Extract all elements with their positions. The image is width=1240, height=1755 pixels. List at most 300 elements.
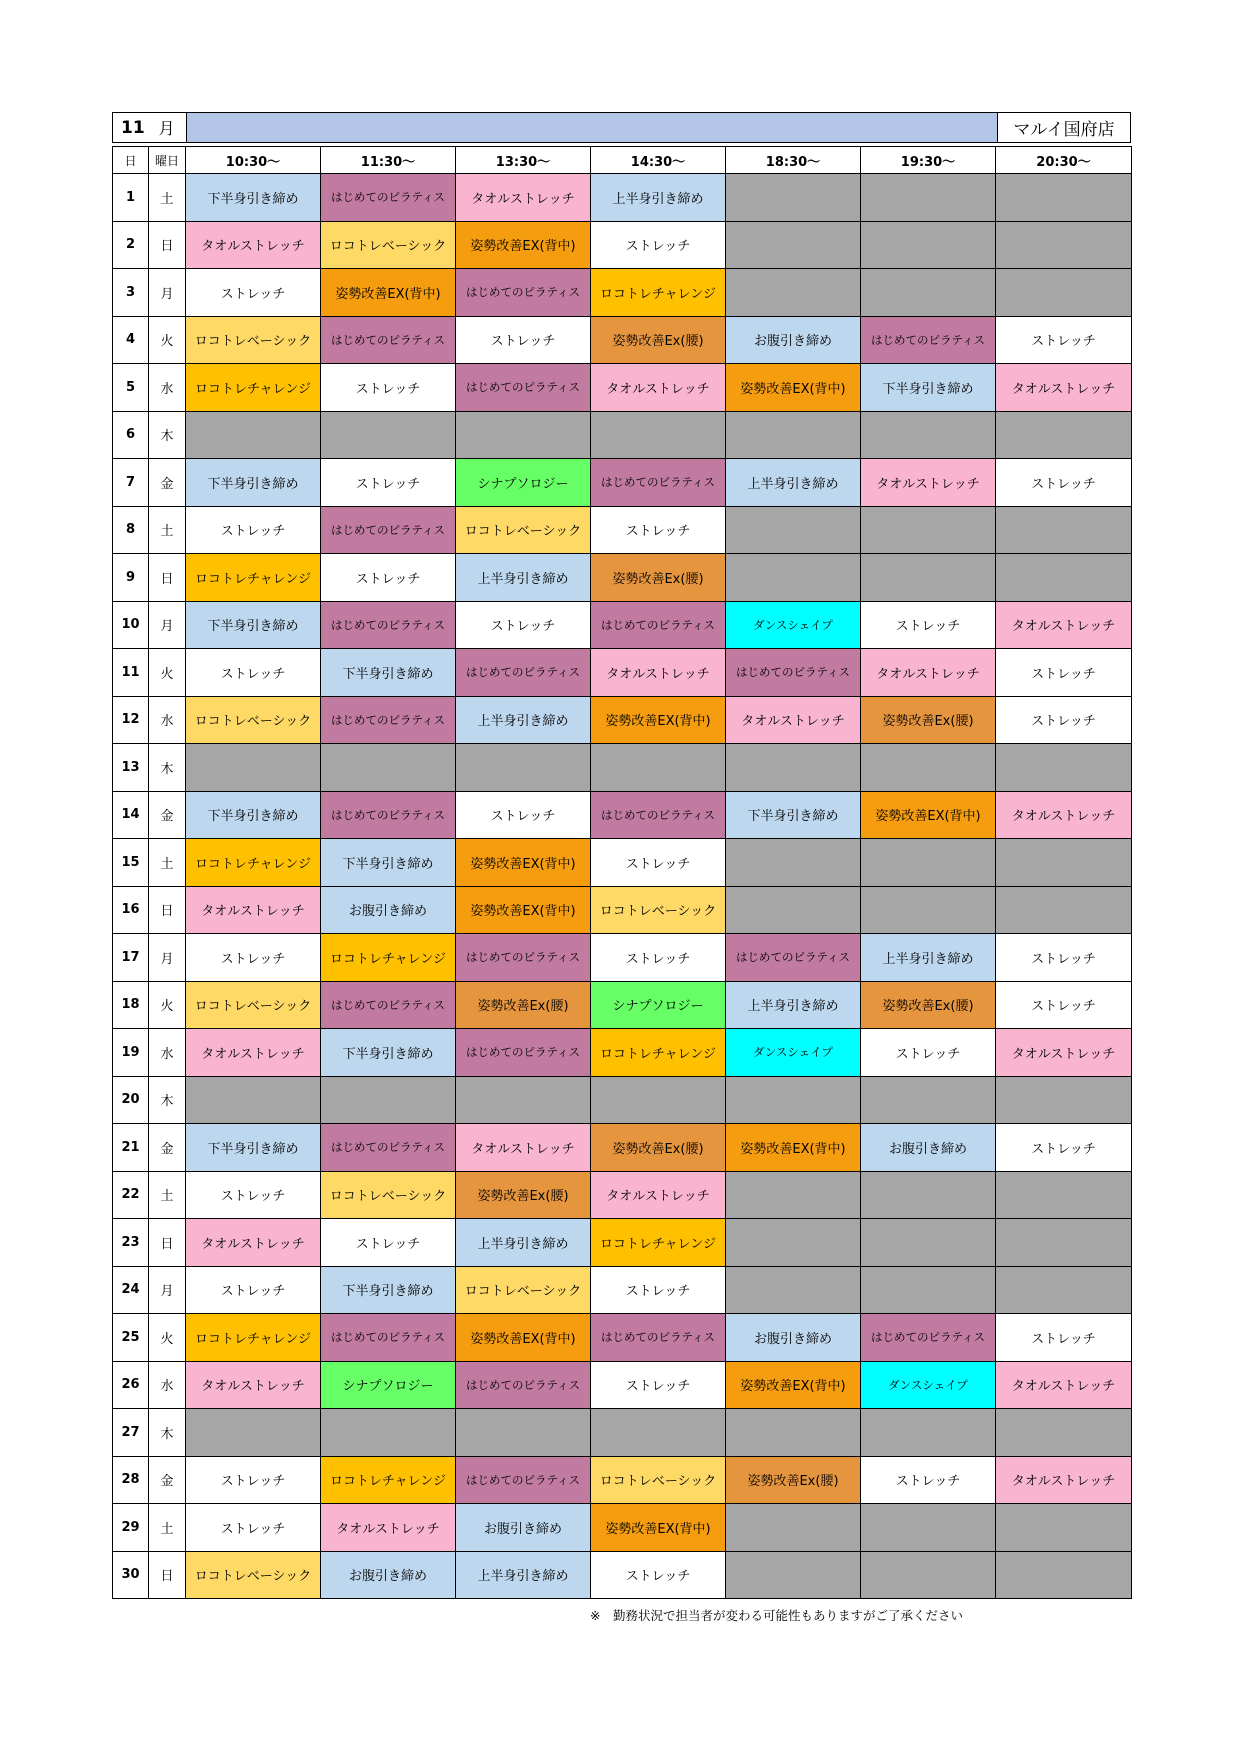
- class-cell: ロコトレベーシック: [321, 221, 456, 269]
- col-header-time: 14:30～: [591, 147, 726, 174]
- empty-slot: [861, 744, 996, 792]
- empty-slot: [456, 411, 591, 459]
- class-cell: ロコトレチャレンジ: [186, 554, 321, 602]
- empty-slot: [861, 269, 996, 317]
- class-cell: 下半身引き締め: [186, 601, 321, 649]
- class-cell: はじめてのピラティス: [591, 1314, 726, 1362]
- empty-slot: [861, 1076, 996, 1124]
- class-cell: ストレッチ: [591, 506, 726, 554]
- empty-slot: [726, 506, 861, 554]
- class-cell: お腹引き締め: [321, 886, 456, 934]
- table-row: [113, 411, 1132, 459]
- empty-slot: [861, 1551, 996, 1599]
- class-cell: ロコトレベーシック: [456, 506, 591, 554]
- day-number: 26: [113, 1361, 149, 1409]
- table-row: [113, 649, 1132, 697]
- empty-slot: [726, 1551, 861, 1599]
- class-cell: シナプソロジー: [456, 459, 591, 507]
- empty-slot: [996, 886, 1132, 934]
- day-number: 13: [113, 744, 149, 792]
- empty-slot: [861, 886, 996, 934]
- class-cell: タオルストレッチ: [186, 1361, 321, 1409]
- weekday-label: 木: [149, 1076, 186, 1124]
- class-cell: 上半身引き締め: [591, 174, 726, 222]
- class-cell: ストレッチ: [591, 1361, 726, 1409]
- class-cell: ストレッチ: [996, 696, 1132, 744]
- table-row: [113, 601, 1132, 649]
- class-cell: ストレッチ: [996, 1314, 1132, 1362]
- class-cell: 下半身引き締め: [321, 1266, 456, 1314]
- weekday-label: 金: [149, 1124, 186, 1172]
- class-cell: タオルストレッチ: [321, 1504, 456, 1552]
- empty-slot: [726, 1409, 861, 1457]
- table-row: [113, 1124, 1132, 1172]
- class-cell: 上半身引き締め: [456, 1219, 591, 1267]
- empty-slot: [186, 1409, 321, 1457]
- class-cell: 上半身引き締め: [861, 934, 996, 982]
- empty-slot: [456, 1076, 591, 1124]
- class-cell: はじめてのピラティス: [456, 269, 591, 317]
- class-cell: 姿勢改善Ex(腰): [456, 981, 591, 1029]
- class-cell: 下半身引き締め: [186, 459, 321, 507]
- class-cell: お腹引き締め: [456, 1504, 591, 1552]
- empty-slot: [861, 1504, 996, 1552]
- class-cell: ストレッチ: [456, 601, 591, 649]
- class-cell: ロコトレチャレンジ: [186, 839, 321, 887]
- class-cell: ストレッチ: [591, 221, 726, 269]
- empty-slot: [456, 744, 591, 792]
- empty-slot: [591, 411, 726, 459]
- class-cell: はじめてのピラティス: [456, 1029, 591, 1077]
- empty-slot: [726, 1504, 861, 1552]
- table-row: [113, 934, 1132, 982]
- class-cell: ストレッチ: [321, 459, 456, 507]
- class-cell: 上半身引き締め: [726, 981, 861, 1029]
- table-row: [113, 1266, 1132, 1314]
- col-header-weekday: 曜日: [149, 147, 186, 174]
- class-cell: ロコトレチャレンジ: [186, 364, 321, 412]
- class-cell: ストレッチ: [861, 1456, 996, 1504]
- weekday-label: 金: [149, 459, 186, 507]
- class-cell: ストレッチ: [186, 649, 321, 697]
- empty-slot: [861, 839, 996, 887]
- class-cell: はじめてのピラティス: [591, 601, 726, 649]
- table-row: [113, 1029, 1132, 1077]
- table-row: [113, 1409, 1132, 1457]
- table-row: [113, 1219, 1132, 1267]
- month-title: [113, 113, 187, 142]
- table-row: [113, 886, 1132, 934]
- table-row: [113, 554, 1132, 602]
- weekday-label: 日: [149, 1551, 186, 1599]
- class-cell: ロコトレベーシック: [186, 316, 321, 364]
- table-row: [113, 791, 1132, 839]
- class-cell: 姿勢改善Ex(腰): [591, 316, 726, 364]
- empty-slot: [726, 886, 861, 934]
- day-number: 6: [113, 411, 149, 459]
- class-cell: ロコトレチャレンジ: [591, 1219, 726, 1267]
- class-cell: タオルストレッチ: [996, 1361, 1132, 1409]
- empty-slot: [726, 269, 861, 317]
- weekday-label: 木: [149, 411, 186, 459]
- day-number: 29: [113, 1504, 149, 1552]
- weekday-label: 水: [149, 1361, 186, 1409]
- class-cell: 上半身引き締め: [726, 459, 861, 507]
- class-cell: 下半身引き締め: [321, 1029, 456, 1077]
- class-cell: タオルストレッチ: [456, 1124, 591, 1172]
- class-cell: はじめてのピラティス: [456, 649, 591, 697]
- empty-slot: [861, 221, 996, 269]
- class-cell: はじめてのピラティス: [321, 601, 456, 649]
- weekday-label: 月: [149, 269, 186, 317]
- class-cell: ストレッチ: [861, 1029, 996, 1077]
- class-cell: 姿勢改善EX(背中): [591, 696, 726, 744]
- table-row: [113, 1076, 1132, 1124]
- day-number: 7: [113, 459, 149, 507]
- empty-slot: [996, 744, 1132, 792]
- class-cell: 姿勢改善EX(背中): [456, 1314, 591, 1362]
- empty-slot: [861, 554, 996, 602]
- col-header-time: 19:30～: [861, 147, 996, 174]
- class-cell: お腹引き締め: [726, 316, 861, 364]
- class-cell: ストレッチ: [321, 1219, 456, 1267]
- class-cell: タオルストレッチ: [861, 459, 996, 507]
- class-cell: ロコトレベーシック: [591, 886, 726, 934]
- class-cell: はじめてのピラティス: [321, 174, 456, 222]
- class-cell: タオルストレッチ: [186, 1219, 321, 1267]
- class-cell: はじめてのピラティス: [321, 791, 456, 839]
- class-cell: シナプソロジー: [591, 981, 726, 1029]
- class-cell: はじめてのピラティス: [591, 791, 726, 839]
- class-cell: 下半身引き締め: [186, 791, 321, 839]
- class-cell: ストレッチ: [186, 506, 321, 554]
- day-number: 28: [113, 1456, 149, 1504]
- table-row: [113, 364, 1132, 412]
- class-cell: タオルストレッチ: [996, 1456, 1132, 1504]
- class-cell: ストレッチ: [996, 934, 1132, 982]
- class-cell: 上半身引き締め: [456, 554, 591, 602]
- empty-slot: [996, 839, 1132, 887]
- class-cell: ストレッチ: [996, 1124, 1132, 1172]
- class-cell: ストレッチ: [591, 934, 726, 982]
- empty-slot: [726, 554, 861, 602]
- class-cell: 上半身引き締め: [456, 696, 591, 744]
- class-cell: はじめてのピラティス: [726, 649, 861, 697]
- class-cell: 姿勢改善EX(背中): [726, 1124, 861, 1172]
- empty-slot: [456, 1409, 591, 1457]
- empty-slot: [591, 1076, 726, 1124]
- empty-slot: [591, 744, 726, 792]
- class-cell: 下半身引き締め: [321, 839, 456, 887]
- weekday-label: 日: [149, 1219, 186, 1267]
- schedule-body: [113, 174, 1132, 1599]
- class-cell: お腹引き締め: [321, 1551, 456, 1599]
- day-number: 30: [113, 1551, 149, 1599]
- class-cell: ストレッチ: [861, 601, 996, 649]
- empty-slot: [996, 1171, 1132, 1219]
- class-cell: 姿勢改善Ex(腰): [861, 696, 996, 744]
- day-number: 4: [113, 316, 149, 364]
- class-cell: ストレッチ: [591, 839, 726, 887]
- table-row: [113, 269, 1132, 317]
- class-cell: 上半身引き締め: [456, 1551, 591, 1599]
- class-cell: 下半身引き締め: [186, 174, 321, 222]
- footnote: ※ 勤務状況で担当者が変わる可能性もありますがご了承ください: [590, 1608, 963, 1623]
- table-row: [113, 696, 1132, 744]
- weekday-label: 土: [149, 1171, 186, 1219]
- header-bar: [187, 113, 997, 142]
- month-number: 11: [121, 117, 145, 138]
- class-cell: 姿勢改善EX(背中): [726, 364, 861, 412]
- empty-slot: [321, 411, 456, 459]
- weekday-label: 土: [149, 1504, 186, 1552]
- day-number: 23: [113, 1219, 149, 1267]
- empty-slot: [186, 411, 321, 459]
- weekday-label: 日: [149, 221, 186, 269]
- weekday-label: 月: [149, 1266, 186, 1314]
- class-cell: タオルストレッチ: [861, 649, 996, 697]
- class-cell: ストレッチ: [321, 364, 456, 412]
- class-cell: ストレッチ: [591, 1551, 726, 1599]
- class-cell: ストレッチ: [456, 791, 591, 839]
- day-number: 12: [113, 696, 149, 744]
- class-cell: ロコトレチャレンジ: [591, 1029, 726, 1077]
- schedule-table: [112, 146, 1132, 1599]
- class-cell: タオルストレッチ: [726, 696, 861, 744]
- empty-slot: [726, 221, 861, 269]
- empty-slot: [996, 174, 1132, 222]
- empty-slot: [861, 1219, 996, 1267]
- class-cell: ストレッチ: [321, 554, 456, 602]
- weekday-label: 水: [149, 696, 186, 744]
- empty-slot: [321, 1076, 456, 1124]
- class-cell: タオルストレッチ: [996, 364, 1132, 412]
- class-cell: 姿勢改善Ex(腰): [726, 1456, 861, 1504]
- table-row: [113, 221, 1132, 269]
- class-cell: タオルストレッチ: [591, 364, 726, 412]
- schedule-header: [112, 112, 1131, 143]
- class-cell: はじめてのピラティス: [456, 934, 591, 982]
- empty-slot: [996, 221, 1132, 269]
- day-number: 20: [113, 1076, 149, 1124]
- day-number: 27: [113, 1409, 149, 1457]
- weekday-label: 火: [149, 1314, 186, 1362]
- class-cell: 下半身引き締め: [861, 364, 996, 412]
- class-cell: ストレッチ: [996, 459, 1132, 507]
- col-header-day: 日: [113, 147, 149, 174]
- day-number: 3: [113, 269, 149, 317]
- class-cell: 姿勢改善EX(背中): [321, 269, 456, 317]
- table-row: [113, 1171, 1132, 1219]
- class-cell: ロコトレベーシック: [591, 1456, 726, 1504]
- empty-slot: [726, 744, 861, 792]
- class-cell: ダンスシェイプ: [726, 601, 861, 649]
- day-number: 24: [113, 1266, 149, 1314]
- class-cell: はじめてのピラティス: [456, 364, 591, 412]
- class-cell: ダンスシェイプ: [861, 1361, 996, 1409]
- weekday-label: 水: [149, 1029, 186, 1077]
- weekday-label: 金: [149, 791, 186, 839]
- schedule-sheet: [112, 112, 1131, 1599]
- class-cell: タオルストレッチ: [186, 1029, 321, 1077]
- class-cell: 下半身引き締め: [726, 791, 861, 839]
- class-cell: はじめてのピラティス: [591, 459, 726, 507]
- empty-slot: [726, 1076, 861, 1124]
- empty-slot: [861, 506, 996, 554]
- table-row: [113, 1456, 1132, 1504]
- table-row: [113, 1361, 1132, 1409]
- weekday-label: 火: [149, 649, 186, 697]
- header-row: [113, 147, 1132, 174]
- class-cell: お腹引き締め: [726, 1314, 861, 1362]
- empty-slot: [726, 411, 861, 459]
- class-cell: ストレッチ: [996, 981, 1132, 1029]
- day-number: 8: [113, 506, 149, 554]
- weekday-label: 土: [149, 506, 186, 554]
- class-cell: ストレッチ: [996, 649, 1132, 697]
- class-cell: 姿勢改善Ex(腰): [591, 554, 726, 602]
- class-cell: ロコトレチャレンジ: [321, 1456, 456, 1504]
- class-cell: ストレッチ: [456, 316, 591, 364]
- class-cell: ストレッチ: [186, 934, 321, 982]
- class-cell: タオルストレッチ: [591, 649, 726, 697]
- class-cell: お腹引き締め: [861, 1124, 996, 1172]
- class-cell: ストレッチ: [186, 1171, 321, 1219]
- class-cell: ロコトレベーシック: [321, 1171, 456, 1219]
- day-number: 17: [113, 934, 149, 982]
- day-number: 21: [113, 1124, 149, 1172]
- day-number: 16: [113, 886, 149, 934]
- empty-slot: [321, 1409, 456, 1457]
- empty-slot: [186, 744, 321, 792]
- empty-slot: [996, 1551, 1132, 1599]
- class-cell: ストレッチ: [996, 316, 1132, 364]
- class-cell: ロコトレチャレンジ: [321, 934, 456, 982]
- col-header-time: 13:30～: [456, 147, 591, 174]
- class-cell: はじめてのピラティス: [861, 1314, 996, 1362]
- class-cell: 姿勢改善Ex(腰): [456, 1171, 591, 1219]
- class-cell: はじめてのピラティス: [861, 316, 996, 364]
- class-cell: ロコトレベーシック: [456, 1266, 591, 1314]
- empty-slot: [321, 744, 456, 792]
- class-cell: 姿勢改善EX(背中): [591, 1504, 726, 1552]
- weekday-label: 月: [149, 934, 186, 982]
- day-number: 11: [113, 649, 149, 697]
- empty-slot: [996, 269, 1132, 317]
- class-cell: 下半身引き締め: [321, 649, 456, 697]
- class-cell: タオルストレッチ: [591, 1171, 726, 1219]
- class-cell: はじめてのピラティス: [321, 696, 456, 744]
- empty-slot: [996, 411, 1132, 459]
- table-row: [113, 839, 1132, 887]
- day-number: 10: [113, 601, 149, 649]
- weekday-label: 木: [149, 744, 186, 792]
- empty-slot: [861, 1171, 996, 1219]
- class-cell: はじめてのピラティス: [726, 934, 861, 982]
- class-cell: ロコトレベーシック: [186, 1551, 321, 1599]
- class-cell: シナプソロジー: [321, 1361, 456, 1409]
- class-cell: ロコトレベーシック: [186, 696, 321, 744]
- class-cell: 姿勢改善EX(背中): [456, 839, 591, 887]
- class-cell: はじめてのピラティス: [456, 1456, 591, 1504]
- class-cell: 下半身引き締め: [186, 1124, 321, 1172]
- col-header-time: 20:30～: [996, 147, 1132, 174]
- weekday-label: 土: [149, 174, 186, 222]
- class-cell: はじめてのピラティス: [321, 1314, 456, 1362]
- col-header-time: 18:30～: [726, 147, 861, 174]
- class-cell: ストレッチ: [186, 269, 321, 317]
- class-cell: 姿勢改善Ex(腰): [861, 981, 996, 1029]
- weekday-label: 日: [149, 554, 186, 602]
- class-cell: タオルストレッチ: [456, 174, 591, 222]
- class-cell: 姿勢改善EX(背中): [726, 1361, 861, 1409]
- class-cell: 姿勢改善Ex(腰): [591, 1124, 726, 1172]
- empty-slot: [861, 174, 996, 222]
- class-cell: はじめてのピラティス: [321, 506, 456, 554]
- day-number: 22: [113, 1171, 149, 1219]
- class-cell: はじめてのピラティス: [321, 1124, 456, 1172]
- day-number: 18: [113, 981, 149, 1029]
- class-cell: 姿勢改善EX(背中): [456, 221, 591, 269]
- table-row: [113, 981, 1132, 1029]
- empty-slot: [726, 839, 861, 887]
- empty-slot: [861, 411, 996, 459]
- weekday-label: 火: [149, 981, 186, 1029]
- class-cell: タオルストレッチ: [996, 791, 1132, 839]
- weekday-label: 金: [149, 1456, 186, 1504]
- class-cell: はじめてのピラティス: [456, 1361, 591, 1409]
- empty-slot: [726, 174, 861, 222]
- weekday-label: 水: [149, 364, 186, 412]
- class-cell: タオルストレッチ: [996, 1029, 1132, 1077]
- empty-slot: [186, 1076, 321, 1124]
- day-number: 25: [113, 1314, 149, 1362]
- store-name: マルイ国府店: [997, 113, 1130, 142]
- weekday-label: 木: [149, 1409, 186, 1457]
- class-cell: はじめてのピラティス: [321, 316, 456, 364]
- weekday-label: 月: [149, 601, 186, 649]
- class-cell: タオルストレッチ: [186, 886, 321, 934]
- class-cell: ロコトレベーシック: [186, 981, 321, 1029]
- weekday-label: 火: [149, 316, 186, 364]
- empty-slot: [996, 1266, 1132, 1314]
- col-header-time: 11:30～: [321, 147, 456, 174]
- empty-slot: [996, 554, 1132, 602]
- table-row: [113, 506, 1132, 554]
- table-row: [113, 459, 1132, 507]
- day-number: 1: [113, 174, 149, 222]
- empty-slot: [726, 1266, 861, 1314]
- empty-slot: [996, 506, 1132, 554]
- month-label: 月: [158, 119, 175, 138]
- empty-slot: [726, 1219, 861, 1267]
- day-number: 14: [113, 791, 149, 839]
- empty-slot: [861, 1409, 996, 1457]
- empty-slot: [996, 1504, 1132, 1552]
- col-header-time: 10:30～: [186, 147, 321, 174]
- class-cell: ストレッチ: [186, 1504, 321, 1552]
- empty-slot: [591, 1409, 726, 1457]
- table-row: [113, 316, 1132, 364]
- table-row: [113, 174, 1132, 222]
- day-number: 9: [113, 554, 149, 602]
- class-cell: 姿勢改善EX(背中): [861, 791, 996, 839]
- table-row: [113, 1314, 1132, 1362]
- day-number: 19: [113, 1029, 149, 1077]
- class-cell: タオルストレッチ: [186, 221, 321, 269]
- empty-slot: [996, 1409, 1132, 1457]
- class-cell: ダンスシェイプ: [726, 1029, 861, 1077]
